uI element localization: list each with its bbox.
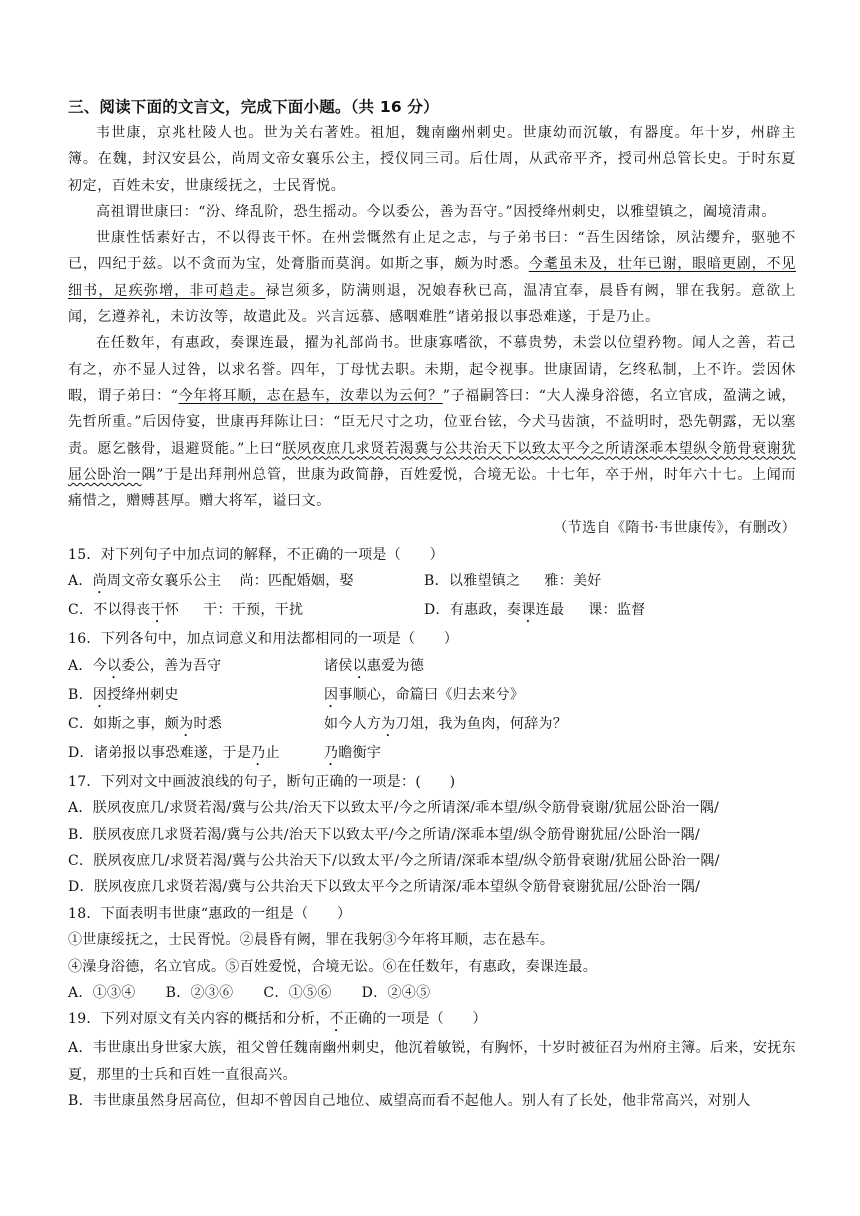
option-a-gloss: 尚：匹配婚姻，娶 bbox=[239, 573, 354, 590]
question-18-items-row-1: ①世康绥抚之，士民胥悦。②晨昏有阙，罪在我躬③今年将耳顺，志在悬车。 bbox=[68, 932, 555, 949]
question-19-stem: 19．下列对原文有关内容的概括和分析，不正确的一项是（ ） bbox=[68, 1011, 487, 1028]
dotted-word: 干 bbox=[150, 602, 165, 619]
option-a[interactable]: A．朕夙夜庶几/求贤若渴/冀与公共/治天下以致太平/今之所请深/乖本望/纵令筋骨衰谢/犹屈公卧治一隅/ bbox=[68, 800, 720, 817]
passage-paragraph-2: 高祖谓世康曰：“汾、绛乱阶，恐生摇动。今以委公，善为吾守。”因授绛州刺史，以雅望镇之，阖境清肃。 bbox=[96, 203, 777, 220]
passage-text: 在任数年，有惠政，奏课连最，擢为礼部尚书。世康寡嗜欲，不慕贵势，未尝以位望矜物。闻人之善，若己有之，亦不显人过咎，以求名誉。四年，丁母忧去职。未期，起令视事。世康固请，乞终私制，上不许。尝因休暇，谓子弟曰：“ bbox=[68, 335, 796, 404]
dotted-word: 因 bbox=[92, 686, 108, 703]
passage-text: ”子福嗣答曰：“大人澡身浴德，名立官成，盈满之诫，先哲所重。”后因侍宴，世康再拜陈让曰：“臣无尺寸之功，位亚台铉，今犬马齿演，不益明时，恐先朝露，无以塞责。愿乞骸骨，退避贤能。”上曰“ bbox=[68, 387, 796, 457]
dotted-word: 课 bbox=[521, 602, 536, 619]
option-b[interactable]: B．朕夙夜庶几求贤若渴/冀与公共/治天下以致太平/今之所请/深乖本望/纵令筋骨谢犹屈/公卧治一隅/ bbox=[68, 826, 701, 843]
dotted-word: 为 bbox=[381, 715, 396, 732]
question-16-stem: 16．下列各句中，加点词意义和用法都相同的一项是（ ） bbox=[68, 631, 459, 648]
option-d[interactable]: D．②④⑤ bbox=[361, 985, 431, 1002]
option-a[interactable]: A．今以委公，善为吾守 诸侯以惠爱为德 bbox=[68, 657, 425, 674]
option-b[interactable]: B．因授绛州刺史 因事顺心，命篇曰《归去来兮》 bbox=[68, 686, 525, 703]
underlined-sentence: 今年将耳顺，志在悬车，汝辈以为云何？ bbox=[178, 387, 443, 404]
question-18-items-row-2: ④澡身浴德，名立官成。⑤百姓爱悦，合境无讼。⑥在任数年，有惠政，奏课连最。 bbox=[68, 958, 598, 975]
passage-text: 隅”于是出拜荆州总管，世康为政简静，百姓爱悦，合境无讼。十七年，卒于州，时年六十七。上闻而痛惜之，赠赙甚厚。赠大将军，谥曰文。 bbox=[68, 466, 797, 510]
option-c[interactable]: C．朕夙夜庶几/求贤若渴/冀与公共治天下/以致太平/今之所请/深乖本望/纵令筋骨衰谢/犹屈公卧治一隅/ bbox=[68, 852, 720, 869]
option-c[interactable]: C．①⑤⑥ bbox=[263, 985, 332, 1002]
option-d-gloss: 课：监督 bbox=[588, 602, 646, 619]
passage-paragraph-4 bbox=[68, 330, 796, 514]
underlined-sentence: 今耄虽未及，壮年已谢，眼暗更剧，不见细书，足疾弥增，非可趋走。 bbox=[68, 256, 796, 299]
option-b[interactable]: B．以雅望镇之 雅：美好 bbox=[424, 573, 602, 590]
dotted-word: 以 bbox=[107, 657, 122, 674]
section-heading: 三、阅读下面的文言文，完成下面小题。（共 16 分） bbox=[68, 98, 439, 116]
passage-source: （节选自《隋书·韦世康传》，有删改） bbox=[553, 520, 796, 537]
option-a[interactable]: A．①③④ bbox=[68, 985, 136, 1002]
dotted-word: 乃 bbox=[251, 744, 266, 761]
question-15-row-2 bbox=[68, 597, 796, 626]
option-c[interactable]: C．如斯之事，颇为时悉 如今人方为刀俎，我为鱼肉，何辞为？ bbox=[68, 715, 568, 732]
question-15-stem: 15．对下列句子中加点词的解释，不正确的一项是（ ） bbox=[68, 546, 444, 563]
option-a[interactable]: A．尚周文帝女襄乐公主 尚：匹配婚姻，娶 bbox=[68, 573, 354, 590]
option-d[interactable]: D．有惠政，奏课连最 课：监督 bbox=[424, 602, 646, 619]
option-c[interactable]: C．不以得丧干怀 干：干预，干扰 bbox=[68, 602, 304, 619]
wavy-underlined-sentence: 朕夙夜庶几求贤若渴冀与公共治天下以致太平今之所请深乖本望纵令筋骨衰谢犹屈公卧治一 bbox=[68, 440, 796, 483]
option-a[interactable]: A．韦世康出身世家大族，祖父曾任魏南幽州刺史，他沉着敏锐，有胸怀，十岁时被征召为州府主簿。后来，安抚东夏，那里的士兵和百姓一直很高兴。 bbox=[68, 1040, 796, 1083]
question-15-row-1 bbox=[68, 568, 796, 597]
exam-page bbox=[68, 96, 796, 1115]
dotted-word: 因 bbox=[324, 686, 339, 703]
option-c-gloss: 干：干预，干扰 bbox=[203, 602, 304, 619]
option-b[interactable]: B．韦世康虽然身居高位，但却不曾因自己地位、威望高而看不起他人。别人有了长处，他非常高兴，对别人 bbox=[68, 1093, 751, 1110]
passage-text: 世康性恬素好古，不以得丧干怀。在州尝慨然有止足之志，与子弟书曰：“吾生因绪馀，夙沾缨弁，驱驰不已，四纪于兹。以不贪而为宝，处膏脂而莫润。如斯之事，颇为时悉。 bbox=[68, 230, 796, 273]
question-17-stem: 17．下列对文中画波浪线的句子，断句正确的一项是：( ) bbox=[68, 773, 456, 790]
dotted-word: 乃 bbox=[324, 744, 339, 761]
passage-paragraph-3 bbox=[68, 225, 796, 330]
option-d[interactable]: D．朕夙夜庶几求贤若渴/冀与公共治天下以致太平今之所请深/乖本望纵令筋骨衰谢犹屈/公卧治一隅/ bbox=[68, 879, 701, 896]
option-d[interactable]: D．诸弟报以事恐难遂，于是乃止 乃瞻衡宇 bbox=[68, 744, 382, 761]
dotted-word: 以 bbox=[352, 657, 367, 674]
question-18-options bbox=[68, 980, 796, 1006]
option-b-gloss: 雅：美好 bbox=[544, 573, 602, 590]
passage-paragraph-1: 韦世康，京兆杜陵人也。世为关右著姓。祖旭，魏南幽州刺史。世康幼而沉敏，有器度。年十岁，州辟主簿。在魏，封汉安县公，尚周文帝女襄乐公主，授仪同三司。后仕周，从武帝平齐，授司州总管长史。于时东夏初定，百姓未安，世康绥抚之，士民胥悦。 bbox=[68, 125, 796, 194]
dotted-word: 不 bbox=[329, 1011, 344, 1028]
dotted-word: 尚 bbox=[92, 573, 108, 590]
question-18-stem: 18．下面表明韦世康“惠政的一组是（ ） bbox=[68, 905, 352, 922]
passage-text: 禄岂须多，防满则退，况娘春秋已高，温凊宜奉，晨昏有阙，罪在我躬。意欲上闻，乞遵养礼，未访汝等，故遣此及。兴言远慕、感咽难胜”诸弟报以事恐难遂，于是乃止。 bbox=[68, 282, 796, 326]
dotted-word: 为 bbox=[179, 715, 194, 732]
option-b[interactable]: B．②③⑥ bbox=[165, 985, 234, 1002]
